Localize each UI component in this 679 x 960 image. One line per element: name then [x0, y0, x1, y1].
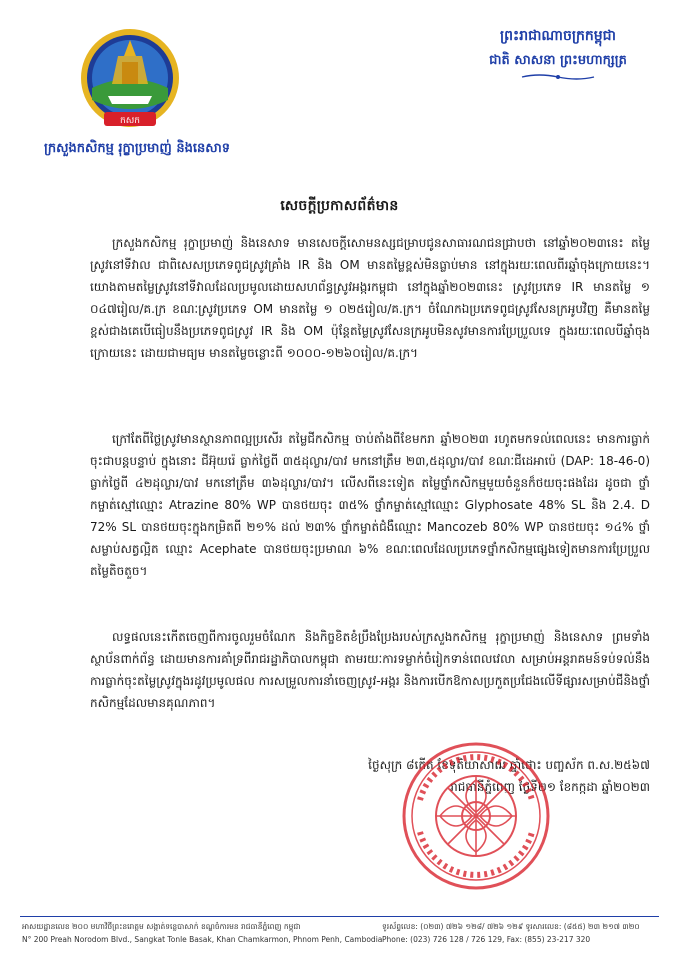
kingdom-heading: ព្រះរាជាណាចក្រកម្ពុជា — [499, 28, 616, 44]
solar-date: រាជធានីភ្នំពេញ ថ្ងៃទី២១ ខែកក្កដា ឆ្នាំ២០២៣ — [450, 780, 650, 794]
paragraph-fertilizer-prices: ក្រៅតែពីថ្លៃស្រូវមានស្ថានភាពល្អប្រសើរ តម្លៃជីកសិកម្ម ចាប់តាំងពីខែមករា ឆ្នាំ២០២៣ រហូតមកទល់ពេលនេះ មានការធ្លាក់ចុះជាបន្តបន្ទាប់ ក្នុងនោះ ជីអ៊ុយរ៉េ ធ្លាក់ថ្លៃពី ៣៥ដុល្លារ/បាវ មកនៅត្រឹម ២៣,៥ដុល្លារ/បាវ ខណៈជីដេអាប៉េ (DAP: 18-46-0) ធ្លាក់ថ្លៃពី ៤២ដុល្លារ/បាវ មកនៅត្រឹម ៣៦ដុល្លារ/បាវ។ លើសពីនេះទៀត តម្លៃថ្នាំកសិកម្មមួយចំនួនក៏ថយចុះផងដែរ ដូចជា ថ្នាំកម្ចាត់ស្មៅឈ្មោះ Atrazine 80% WP បានថយចុះ ៣៥% ថ្នាំកម្ចាត់ស្មៅឈ្មោះ Glyphosate 48% SL និង 2.4. D 72% SL បានថយចុះក្នុងកម្រិតពី ២១% ដល់ ២៣% ថ្នាំកម្ចាត់ជំងឺឈ្មោះ Mancozeb 80% WP បានថយចុះ ១៤% ថ្នាំសម្លាប់សត្វល្អិត ឈ្មោះ Acephate បានថយចុះប្រមាណ ៦% ខណៈពេលដែលប្រភេទថ្នាំកសិកម្មផ្សេងទៀតមានការប្រែប្រួលតម្លៃតិចតួច។ — [90, 432, 650, 578]
footer-contact-khmer: ទូរស័ព្ទលេខ: (០២៣) ៧២៦ ១២៨/ ៧២៦ ១២៩ ទូរសារលេខ: (៨៥៥) ២៣ ២១៧ ៣២០ — [382, 922, 640, 931]
ornament-divider — [520, 73, 596, 81]
document-title: សេចក្តីប្រកាសព័ត៌មាន — [280, 198, 399, 214]
lunar-date: ថ្ងៃសុក្រ ៨កើត ខែទុតិយាសាឍ ឆ្នាំថោះ បញ្ចស័ក ព.ស.២៥៦៧ — [368, 758, 650, 772]
footer-contact-english: Phone: (023) 726 128 / 726 129, Fax: (855) 23-217 320 — [382, 935, 591, 944]
ministry-name: ក្រសួងកសិកម្ម រុក្ខាប្រមាញ់ និងនេសាទ — [44, 141, 230, 156]
footer-divider — [20, 916, 659, 917]
paragraph-conclusion: លទ្ធផលនេះកើតចេញពីការចូលរួមចំណែក និងកិច្ចខិតខំប្រឹងប្រែងរបស់ក្រសួងកសិកម្ម រុក្ខាប្រមាញ់ និងនេសាទ ព្រមទាំងស្ថាប័នពាក់ព័ន្ធ ដោយមានការគាំទ្រពីរាជរដ្ឋាភិបាលកម្ពុជា តាមរយៈការទម្លាក់ចំរៀកទាន់ពេលវេលា សម្រាប់អន្តរាគមន៍ទប់ទល់នឹងការធ្លាក់ចុះតម្លៃស្រូវក្នុងរដូវប្រមូលផល ការសម្រួលការនាំចេញស្រូវ-អង្ករ និងការបើកឱកាសប្រកួតប្រជែងលើទីផ្សារសម្រាប់ជីនិងថ្នាំកសិកម្មដែលមានគុណភាព។ — [90, 630, 650, 710]
official-seal — [400, 740, 552, 892]
ministry-logo — [78, 26, 182, 134]
footer-address-english: N° 200 Preah Norodom Blvd., Sangkat Tonle Basak, Khan Chamkarmon, Phnom Penh, Cambodia — [22, 935, 383, 944]
footer-address-khmer: អាសយដ្ឋានលេខ ២០០ មហាវិថីព្រះនរោត្តម សង្កាត់ទន្លេបាសាក់ ខណ្ឌចំការមន រាជធានីភ្នំពេញ កម្ពុជា — [22, 922, 301, 931]
national-motto: ជាតិ សាសនា ព្រះមហាក្សត្រ — [489, 53, 627, 68]
paragraph-rice-prices: ក្រសួងកសិកម្ម រុក្ខាប្រមាញ់ និងនេសាទ មានសេចក្តីសោមនស្សជម្រាបជូនសាធារណជនជ្រាបថា នៅឆ្នាំ២០២៣នេះ តម្លៃស្រូវនៅទីវាល ជាពិសេសប្រភេទពូជស្រូវគ្រាំង IR និង OM មានតម្លៃខ្ពស់មិនធ្លាប់មាន នៅក្នុងរយៈពេលពីរឆ្នាំចុងក្រោយនេះ។ យោងតាមតម្លៃស្រូវនៅទីវាលដែលប្រមូលដោយសហព័ន្ធស្រូវអង្ករកម្ពុជា នៅក្នុងឆ្នាំ២០២៣នេះ ស្រូវប្រភេទ IR មានតម្លៃ ១ ០៤៧រៀល/គ.ក្រ ខណៈស្រូវប្រភេទ OM មានតម្លៃ ១ ០២៥រៀល/គ.ក្រ។ ចំណែកឯប្រភេទពូជស្រូវសែនក្រអូបវិញ គឺមានតម្លៃខ្ពស់ជាងគេបើធៀបនឹងប្រភេទពូជស្រូវ IR និង OM ប៉ុន្តែតម្លៃស្រូវសែនក្រអូបមិនសូវមានការប្រែប្រួលទេ ក្នុងរយៈពេលបីឆ្នាំចុងក្រោយនេះ ដោយជាមធ្យម មានតម្លៃចន្លោះពី ១០០០-១២៦០រៀល/គ.ក្រ។ — [90, 236, 650, 360]
logo-label: កសក — [120, 116, 140, 126]
